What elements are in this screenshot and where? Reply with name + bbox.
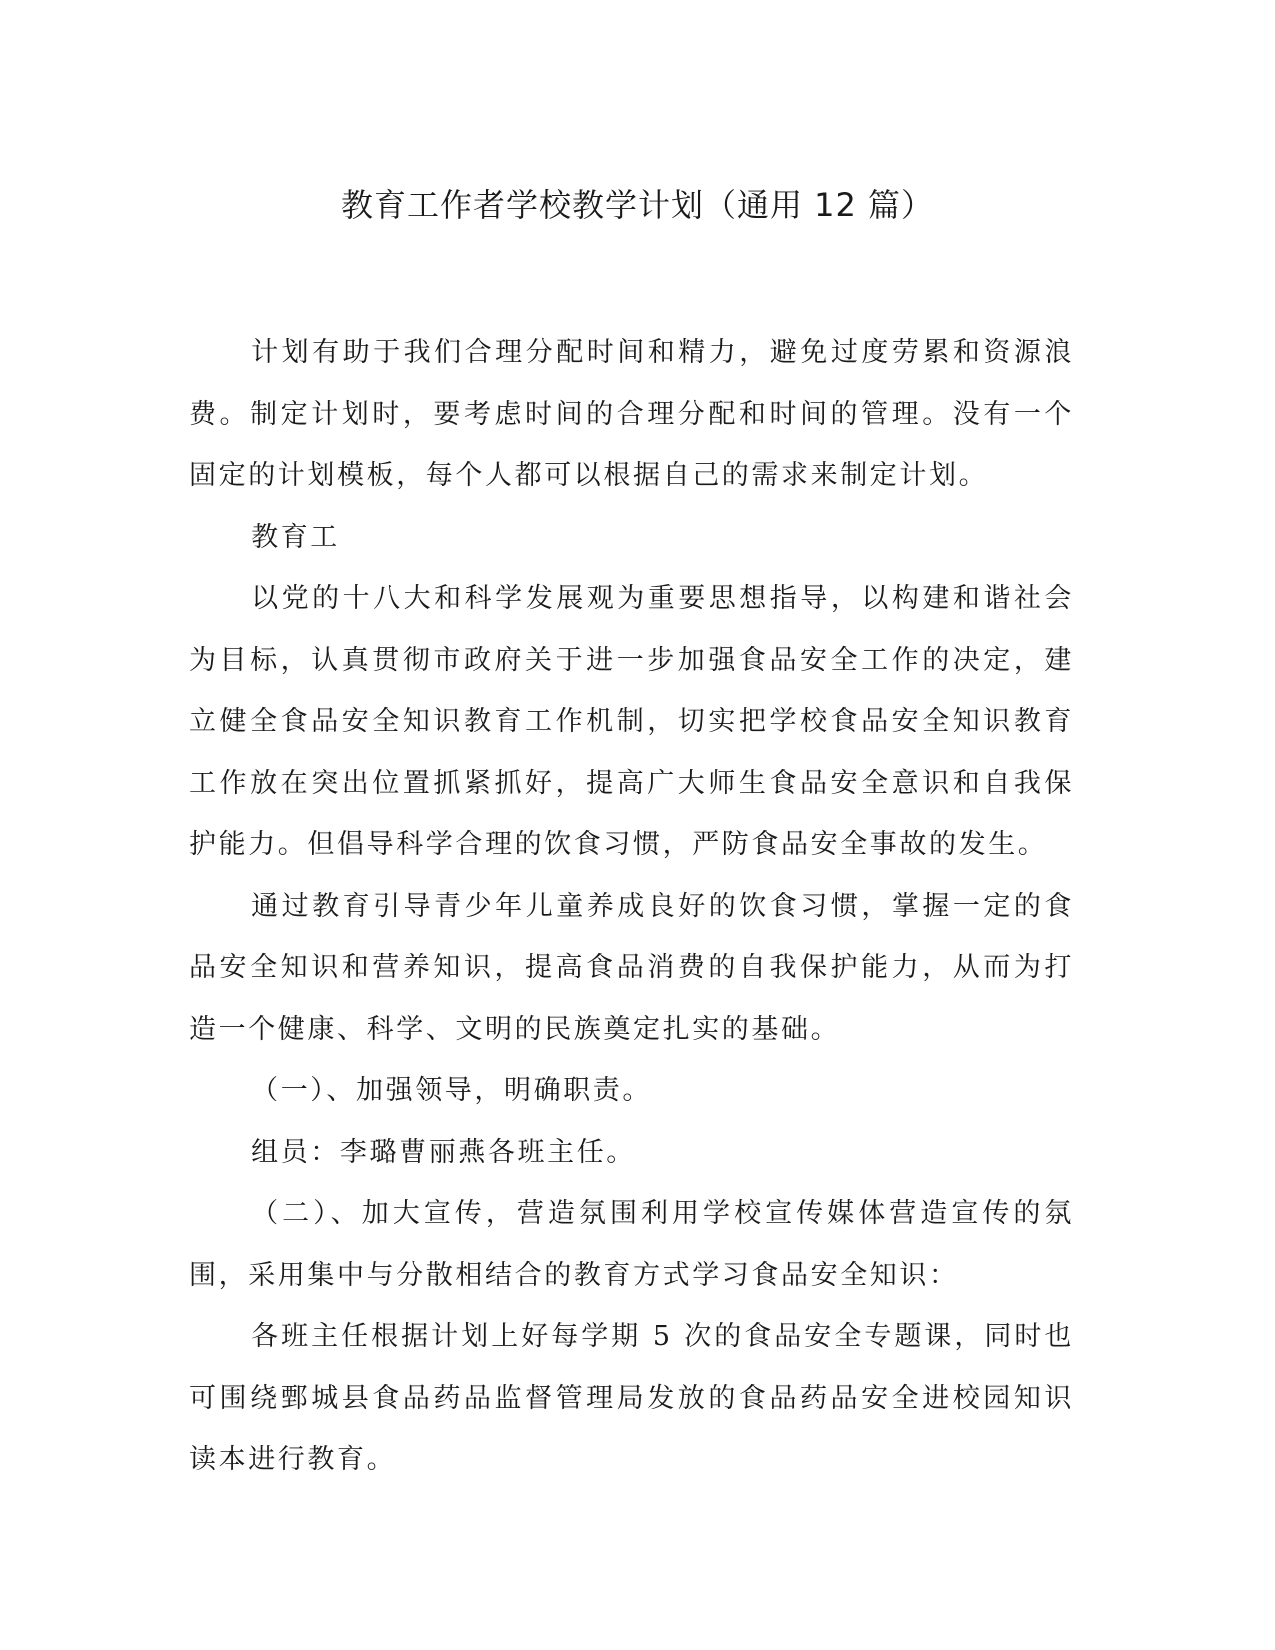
paragraph-section-one: （一）、加强领导，明确职责。	[251, 1075, 652, 1106]
document-body	[189, 322, 1074, 1491]
paragraph-section-two: （二）、加大宣传，营造氛围利用学校宣传媒体营造宣传的氛围，采用集中与分散相结合的教育方式学习食品安全知识：	[189, 1198, 1074, 1291]
paragraph-goals: 通过教育引导青少年儿童养成良好的饮食习惯，掌握一定的食品安全知识和营养知识，提高食品消费的自我保护能力，从而为打造一个健康、科学、文明的民族奠定扎实的基础。	[189, 890, 1074, 1045]
paragraph-heading-fragment: 教育工	[251, 521, 340, 553]
paragraph-class-teachers: 各班主任根据计划上好每学期 5 次的食品安全专题课，同时也可围绕鄄城县食品药品监督管理局发放的食品药品安全进校园知识读本进行教育。	[189, 1321, 1074, 1475]
paragraph-members: 组员：李璐曹丽燕各班主任。	[251, 1136, 636, 1168]
paragraph-guiding-ideology: 以党的十八大和科学发展观为重要思想指导，以构建和谐社会为目标，认真贯彻市政府关于进一步加强食品安全工作的决定，建立健全食品安全知识教育工作机制，切实把学校食品安全知识教育工作放在突出位置抓紧抓好，提高广大师生食品安全意识和自我保护能力。但倡导科学合理的饮食习惯，严防食品安全事故的发生。	[189, 583, 1074, 860]
document-title: 教育工作者学校教学计划（通用 12 篇）	[340, 186, 935, 224]
paragraph-intro: 计划有助于我们合理分配时间和精力，避免过度劳累和资源浪费。制定计划时，要考虑时间的合理分配和时间的管理。没有一个固定的计划模板，每个人都可以根据自己的需求来制定计划。	[189, 337, 1074, 491]
